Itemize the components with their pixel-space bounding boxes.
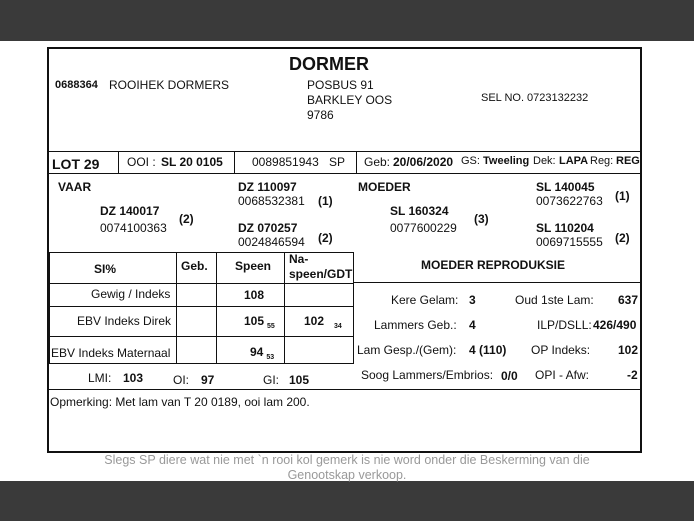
kere-value: 3 (469, 293, 476, 307)
footer-line-1: Slegs SP diere wat nie met `n rooi kol gemerk is nie word onder die Beskerming van die (104, 453, 590, 467)
ilp-label: ILP/DSLL: (537, 318, 592, 332)
si-col-divider-3 (284, 252, 285, 364)
dam-sire-count: (1) (615, 189, 630, 203)
born-date: 20/06/2020 (393, 155, 454, 169)
farm-name: DORMER (289, 54, 369, 74)
bottom-dark-band (0, 481, 694, 521)
cell-number: SEL NO. 0723132232 (481, 92, 589, 104)
sire-sire-id: DZ 110097 (238, 180, 297, 194)
si-row-divider-1 (49, 283, 354, 284)
gs-label: GS: (461, 155, 480, 167)
dek-value: LAPA (559, 155, 589, 167)
gesp-label: Lam Gesp./(Gem): (357, 343, 457, 357)
kere-label: Kere Gelam: (391, 293, 459, 307)
divider-header (49, 151, 640, 152)
postal-code: 9786 (307, 108, 334, 122)
gi-label: GI: (263, 373, 280, 387)
sire-dam-id: DZ 070257 (238, 221, 298, 235)
opi-value: -2 (627, 368, 638, 382)
row-value-maternaal-speen (250, 345, 274, 361)
si-header: SI% (94, 262, 117, 276)
repro-title-divider (354, 282, 640, 283)
sire-count: (2) (179, 212, 194, 226)
sire-dam-number: 0024846594 (238, 235, 305, 249)
si-row-divider-3 (49, 336, 354, 337)
lot-card (47, 47, 642, 453)
direk-naspeen-value: 102 (304, 314, 325, 328)
sire-sire-count: (1) (318, 194, 333, 208)
row-value-direk-speen (244, 314, 275, 330)
address-line-1: POSBUS 91 (307, 78, 374, 92)
gs-value: Tweeling (483, 155, 530, 167)
lammers-value: 4 (469, 318, 476, 332)
lmi-value: 103 (123, 371, 144, 385)
direk-speen-value: 105 (244, 314, 265, 328)
top-dark-band (0, 0, 694, 41)
sp-mark: SP (329, 155, 346, 169)
row-label-gewig: Gewig / Indeks (91, 287, 171, 301)
si-col-divider-1 (176, 252, 177, 364)
dam-count: (3) (474, 212, 489, 226)
naspeen-header-1: Na- (289, 252, 309, 266)
gi-value: 105 (289, 373, 310, 387)
dam-number: 0077600229 (390, 221, 457, 235)
footer-line-2: Genootskap verkoop. (287, 468, 407, 482)
divider-lot-row (49, 173, 640, 174)
sire-dam-count: (2) (318, 231, 333, 245)
lot-number: LOT 29 (52, 156, 100, 172)
soog-label: Soog Lammers/Embrios: (361, 368, 494, 382)
maternaal-speen-sub: 53 (266, 354, 275, 361)
dam-dam-id: SL 110204 (536, 221, 594, 235)
si-col-divider-2 (216, 252, 217, 364)
dam-sire-number: 0073622763 (536, 194, 603, 208)
address-line-2: BARKLEY OOS (307, 93, 393, 107)
si-row-divider-2 (49, 306, 354, 307)
born-label: Geb: (364, 155, 391, 169)
dek-label: Dek: (533, 155, 556, 167)
oi-value: 97 (201, 373, 215, 387)
remark: Opmerking: Met lam van T 20 0189, ooi lam 200. (50, 395, 310, 409)
maternaal-speen-value: 94 (250, 345, 264, 359)
speen-header: Speen (235, 259, 272, 273)
opi-label: OPI - Afw: (535, 368, 590, 382)
sire-number: 0074100363 (100, 221, 167, 235)
vaar-label: VAAR (58, 180, 92, 194)
row-value-direk-naspeen (304, 314, 342, 330)
oud-value: 637 (618, 293, 639, 307)
oi-label: OI: (173, 373, 190, 387)
dam-dam-count: (2) (615, 231, 630, 245)
row-value-gewig-speen: 108 (244, 288, 265, 302)
direk-speen-sub: 55 (267, 323, 275, 330)
sire-sire-number: 0068532381 (238, 194, 305, 208)
dam-dam-number: 0069715555 (536, 235, 603, 249)
ilp-value: 426/490 (593, 318, 637, 332)
divider-sp (356, 151, 357, 173)
ooi-label: OOI : (127, 155, 156, 169)
owner-name: ROOIHEK DORMERS (109, 78, 230, 92)
gesp-value: 4 (110) (469, 343, 507, 357)
soog-value: 0/0 (501, 369, 518, 383)
ooi-id: SL 20 0105 (161, 155, 223, 169)
row-label-maternaal: EBV Indeks Maternaal (51, 346, 171, 360)
reg-value: REG (616, 155, 640, 167)
direk-naspeen-sub: 34 (334, 323, 342, 330)
oud-label: Oud 1ste Lam: (515, 293, 594, 307)
reg-label: Reg: (590, 155, 614, 167)
divider-lot (118, 151, 119, 173)
lmi-label: LMI: (88, 371, 112, 385)
op-value: 102 (618, 343, 639, 357)
moeder-label: MOEDER (358, 180, 411, 194)
naspeen-header-2: speen/GDT (289, 267, 353, 281)
op-label: OP Indeks: (531, 343, 591, 357)
dam-sire-id: SL 140045 (536, 180, 595, 194)
divider-remark (49, 389, 640, 390)
repro-title: MOEDER REPRODUKSIE (421, 258, 566, 272)
divider-ooi (234, 151, 235, 173)
reg-number: 0089851943 (252, 155, 319, 169)
sire-id: DZ 140017 (100, 204, 160, 218)
dam-id: SL 160324 (390, 204, 449, 218)
member-number: 0688364 (55, 79, 98, 91)
geb-header: Geb. (181, 259, 208, 273)
lammers-label: Lammers Geb.: (374, 318, 457, 332)
row-label-direk: EBV Indeks Direk (77, 314, 172, 328)
